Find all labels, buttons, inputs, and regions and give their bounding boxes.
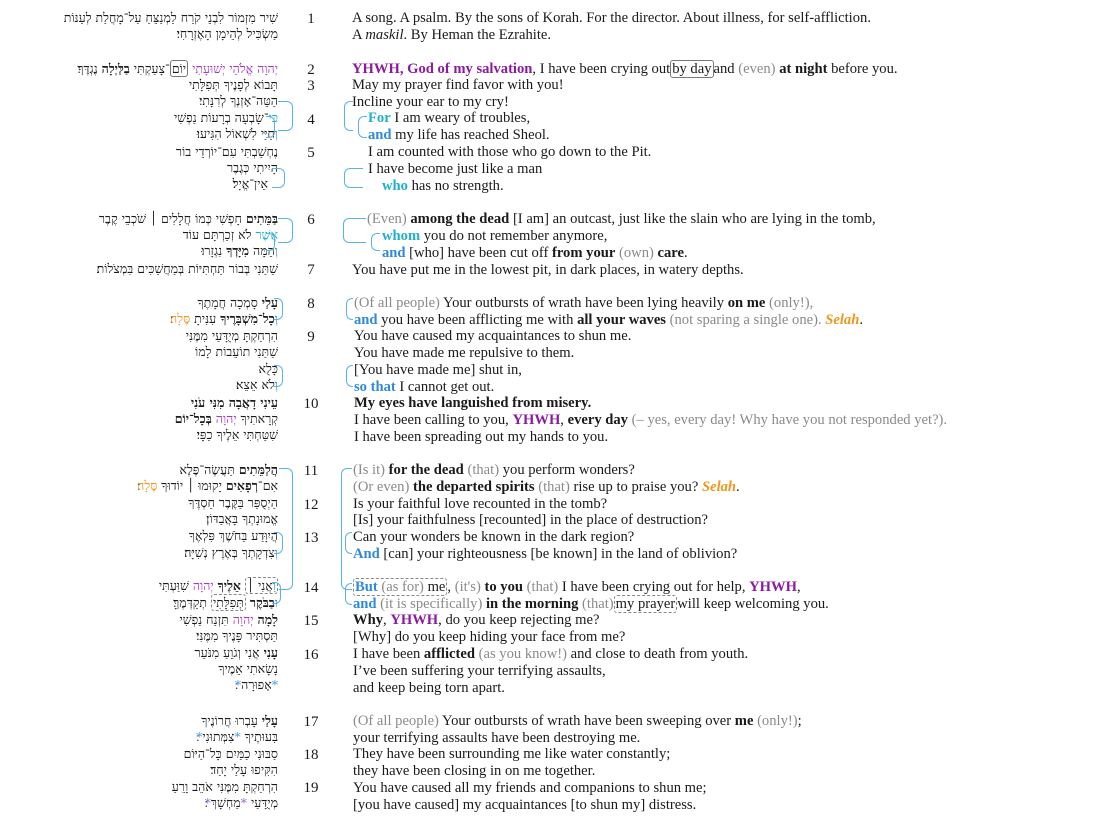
verse-number: 18	[303, 747, 319, 763]
verse-number: 12	[303, 497, 319, 513]
verse-number: 6	[307, 212, 315, 228]
english-line: and (it is specifically) in the morning (that) my prayer will keep welcoming you.	[353, 596, 829, 612]
hebrew-line: לָמָה יְהוָה תִּזְנַח נַפְשִׁי	[179, 612, 278, 627]
hebrew-line: אֲשֶׁר לֹא זְכַרְתָּם עוֹד	[182, 227, 278, 242]
hebrew-line: אֵין־אֱיָל׃	[232, 176, 268, 191]
hebrew-line: הִרְחַקְתָּ מִמֶּנִּי אֹהֵב וָרֵעַ	[171, 779, 278, 794]
english-line: [You have made me] shut in,	[354, 362, 522, 378]
parallel-bracket-icon	[346, 298, 353, 320]
parallel-bracket-icon	[278, 218, 293, 243]
verse-number: 13	[303, 530, 319, 546]
parallel-bracket-icon	[344, 168, 363, 188]
verse-number: 14	[303, 580, 319, 596]
hebrew-line: אִם־רְפָאִים יָקוּמוּ ׀ יוֹדוּךָ סֶּלָה	[137, 478, 278, 493]
english-line: [Is] your faithfulness [recounted] in the place of destruction?	[353, 512, 708, 528]
hebrew-line: עֵינִי דָאֲבָה מִנִּי עֹנִי	[190, 395, 278, 410]
english-line: You have caused all my friends and companions to shun me;	[353, 780, 707, 796]
verse-number: 9	[307, 329, 315, 345]
hebrew-line: הִרְחַקְתָּ מְיֻדָּעַי מִמֶּנִּי	[185, 328, 278, 343]
parallel-bracket-icon	[358, 116, 367, 138]
hebrew-line: שַׁתַּנִי תוֹעֵבוֹת לָמוֹ	[195, 344, 278, 359]
english-line: They have been surrounding me like water constantly;	[353, 746, 671, 762]
verse-number: 11	[303, 463, 319, 479]
english-line: who has no strength.	[382, 178, 504, 194]
english-line: My eyes have languished from misery.	[354, 395, 592, 411]
english-line: (Is it) for the dead (that) you perform wonders?	[353, 462, 635, 478]
hebrew-line: בַּמֵּתִים חָפְשִׁי כְּמוֹ חֲלָלִים ׀ שֹׁכְבֵי קֶבֶר	[98, 211, 278, 226]
hebrew-line: תָּבוֹא לְפָנֶיךָ תְּפִלָּתִי	[188, 77, 278, 92]
english-line: (Of all people) Your outbursts of wrath have been lying heavily on me (only!),	[354, 295, 814, 311]
english-line: But (as for) me , (it's) to you (that) I have been crying out for help, YHWH,	[355, 579, 801, 595]
english-line: (Of all people) Your outbursts of wrath have been sweeping over me (only!);	[353, 713, 802, 729]
parallel-bracket-icon	[266, 233, 275, 251]
hebrew-line: הֲלַמֵּתִים תַּעֲשֶׂה־פֶּלֶא	[179, 462, 278, 477]
hebrew-line: שִׁטַּחְתִּי אֵלֶיךָ כַפָּי׃	[196, 427, 278, 442]
hebrew-line: שִׁיר מִזְמוֹר לִבְנֵי קֹרַח לַמְנַצֵּחַ עַל־מָחֲלַת לְעַנּוֹת	[63, 10, 278, 25]
english-line: You have made me repulsive to them.	[354, 345, 575, 361]
hebrew-line: וּבַבֹּקֶר תְּפִלָּתִי תְקַדְּמֶךָּ׃	[173, 595, 278, 610]
hebrew-line: אֱמוּנָתְךָ בָּאֲבַדּוֹן׃	[206, 511, 278, 526]
hebrew-line: הָיִיתִי כְּגֶבֶר	[226, 160, 278, 175]
english-line: A maskil. By Heman the Ezrahite.	[352, 27, 552, 43]
hebrew-line: וְכָל־מִשְׁבָּרֶיךָ עִנִּיתָ סֶּלָה	[170, 311, 278, 326]
english-line: so that I cannot get out.	[354, 379, 495, 395]
hebrew-line: תַּסְתִּיר פָּנֶיךָ מִמֶּנִּי׃	[196, 628, 278, 643]
hebrew-line: כָּלֻא	[258, 361, 278, 376]
english-line: and you have been afflicting me with all your waves (not sparing a single one). Selah.	[354, 312, 863, 328]
hebrew-line: קְרָאתִיךָ יְהוָה בְּכָל־יוֹם	[174, 411, 278, 426]
hebrew-line: וְהֵמָּה מִיָּדְךָ נִגְזָרוּ׃	[201, 243, 278, 258]
parallel-bracket-icon	[344, 101, 353, 131]
hebrew-line: וְצִדְקָתְךָ בְּאֶרֶץ נְשִׁיָּה׃	[184, 545, 278, 560]
hebrew-line: כִּי־שָׂבְעָה בְרָעוֹת נַפְשִׁי	[173, 110, 278, 125]
english-line: Is your faithful love recounted in the tomb?	[353, 496, 608, 512]
verse-number: 5	[307, 145, 315, 161]
english-line: (Or even) the departed spirits (that) rise up to praise you? Selah.	[353, 479, 740, 495]
verse-number: 17	[303, 714, 319, 730]
english-line: [Why] do you keep hiding your face from me?	[353, 629, 626, 645]
english-line: I have been calling to you, YHWH, every day (– yes, every day! Why have you not responded yet?).	[354, 412, 948, 428]
verse-number: 2	[307, 62, 315, 78]
hebrew-line: שַׁתַּנִי בְּבוֹר תַּחְתִּיּוֹת בְּמַחֲשַׁכִּים בִּמְצֹלוֹת׃	[96, 261, 278, 276]
hebrew-line: מַשְׂכִּיל לְהֵימָן הָאֶזְרָחִי׃	[176, 26, 278, 41]
english-line: (Even) among the dead [I am] an outcast, just like the slain who are lying in the tomb,	[367, 211, 876, 227]
english-line: For I am weary of troubles,	[368, 110, 531, 126]
hebrew-line: וְחַיַּי לִשְׁאוֹל הִגִּיעוּ׃	[196, 126, 278, 141]
verse-number: 10	[303, 396, 319, 412]
parallel-bracket-icon	[343, 218, 366, 243]
hebrew-line: נָשָׂאתִי אֵמֶיךָ	[218, 661, 278, 676]
hebrew-line: מְיֻדָּעַי *מַחְשָׁךְ*	[204, 795, 278, 810]
parallel-bracket-icon	[278, 101, 293, 131]
verse-number: 16	[303, 647, 319, 663]
parallel-bracket-icon	[274, 365, 283, 387]
hebrew-line: עָלַי עָבְרוּ חֲרוֹנֶיךָ	[201, 713, 278, 728]
hebrew-line: הַטֵּה־אָזְנְךָ לְרִנָּתִי׃	[199, 93, 278, 108]
english-line: You have put me in the lowest pit, in dark places, in watery depths.	[352, 262, 744, 278]
hebrew-line: בִּעוּתֶיךָ *צִמְּתוּנִי*	[196, 729, 278, 744]
english-line: YHWH, God of my salvation, I have been crying out by day and (even) at night before you.	[352, 61, 898, 77]
verse-number: 3	[307, 78, 315, 94]
parallel-bracket-icon	[266, 116, 275, 138]
english-line: [you have caused] my acquaintances [to shun my] distress.	[353, 797, 697, 813]
english-line: and my life has reached Sheol.	[368, 127, 550, 143]
hebrew-line: הֲיִוָּדַע בַּחֹשֶׁךְ פִּלְאֶךָ	[188, 528, 278, 543]
parallel-bracket-icon	[279, 468, 293, 590]
verse-number: 19	[303, 780, 319, 796]
english-line: Incline your ear to my cry!	[352, 94, 509, 110]
hebrew-line: *אָפוּרָה*	[234, 677, 278, 692]
parallel-bracket-icon	[346, 365, 353, 387]
english-line: You have caused my acquaintances to shun me.	[354, 328, 632, 344]
hebrew-line: וְלֹא אֵצֵא׃	[235, 377, 278, 392]
english-line: I’ve been suffering your terrifying assaults,	[353, 663, 606, 679]
parallel-bracket-icon	[272, 168, 285, 188]
hebrew-line: יְהוָה אֱלֹהֵי יְשׁוּעָתִי יוֹם־צָעַקְתִּי בַלַּיְלָה נֶגְדֶּךָ׃	[77, 61, 278, 76]
hebrew-line: סַבּוּנִי כַמַּיִם כָּל־הַיּוֹם	[183, 746, 278, 761]
english-line: And [can] your righteousness [be known] in the land of oblivion?	[353, 546, 738, 562]
parallel-bracket-icon	[345, 583, 352, 605]
parallel-bracket-icon	[272, 582, 281, 604]
english-line: I have been spreading out my hands to you.	[354, 429, 609, 445]
parallel-bracket-icon	[341, 468, 352, 590]
parallel-bracket-icon	[274, 532, 283, 554]
english-line: A song. A psalm. By the sons of Korah. For the director. About illness, for self-affliction.	[352, 10, 871, 26]
english-line: May my prayer find favor with you!	[352, 77, 564, 93]
english-line: your terrifying assaults have been destroying me.	[353, 730, 641, 746]
parallel-bracket-icon	[371, 233, 380, 251]
hebrew-line: הַיְסֻפַּר בַּקֶּבֶר חַסְדֶּךָ	[188, 495, 278, 510]
english-line: whom you do not remember anymore,	[382, 228, 608, 244]
verse-number: 15	[303, 613, 319, 629]
english-line: and keep being torn apart.	[353, 680, 505, 696]
verse-number: 1	[307, 11, 315, 27]
verse-number: 8	[307, 296, 315, 312]
english-line: Why, YHWH, do you keep rejecting me?	[353, 612, 600, 628]
parallel-bracket-icon	[345, 532, 352, 554]
english-line: and [who] have been cut off from your (own) care.	[382, 245, 688, 261]
hebrew-line: עָנִי אֲנִי וְגֹוֵעַ מִנֹּעַר	[194, 645, 278, 660]
hebrew-line: עָלַי סָמְכָה חֲמָתֶךָ	[197, 295, 278, 310]
english-line: I have been afflicted (as you know!) and close to death from youth.	[353, 646, 749, 662]
english-line: Can your wonders be known in the dark region?	[353, 529, 635, 545]
verse-number: 7	[307, 262, 315, 278]
english-line: I am counted with those who go down to the Pit.	[368, 144, 652, 160]
parallel-bracket-icon	[274, 298, 283, 320]
hebrew-line: נֶחְשַׁבְתִּי עִם־יוֹרְדֵי בוֹר	[175, 144, 278, 159]
hebrew-line: וַאֲנִי ׀ אֵלֶיךָ יְהוָה שִׁוַּעְתִּי	[158, 578, 276, 593]
hebrew-line: הִקִּיפוּ עָלַי יָחַד׃	[210, 762, 278, 777]
verse-number: 4	[307, 112, 315, 128]
english-line: I have become just like a man	[368, 161, 543, 177]
english-line: they have been closing in on me together.	[353, 763, 596, 779]
